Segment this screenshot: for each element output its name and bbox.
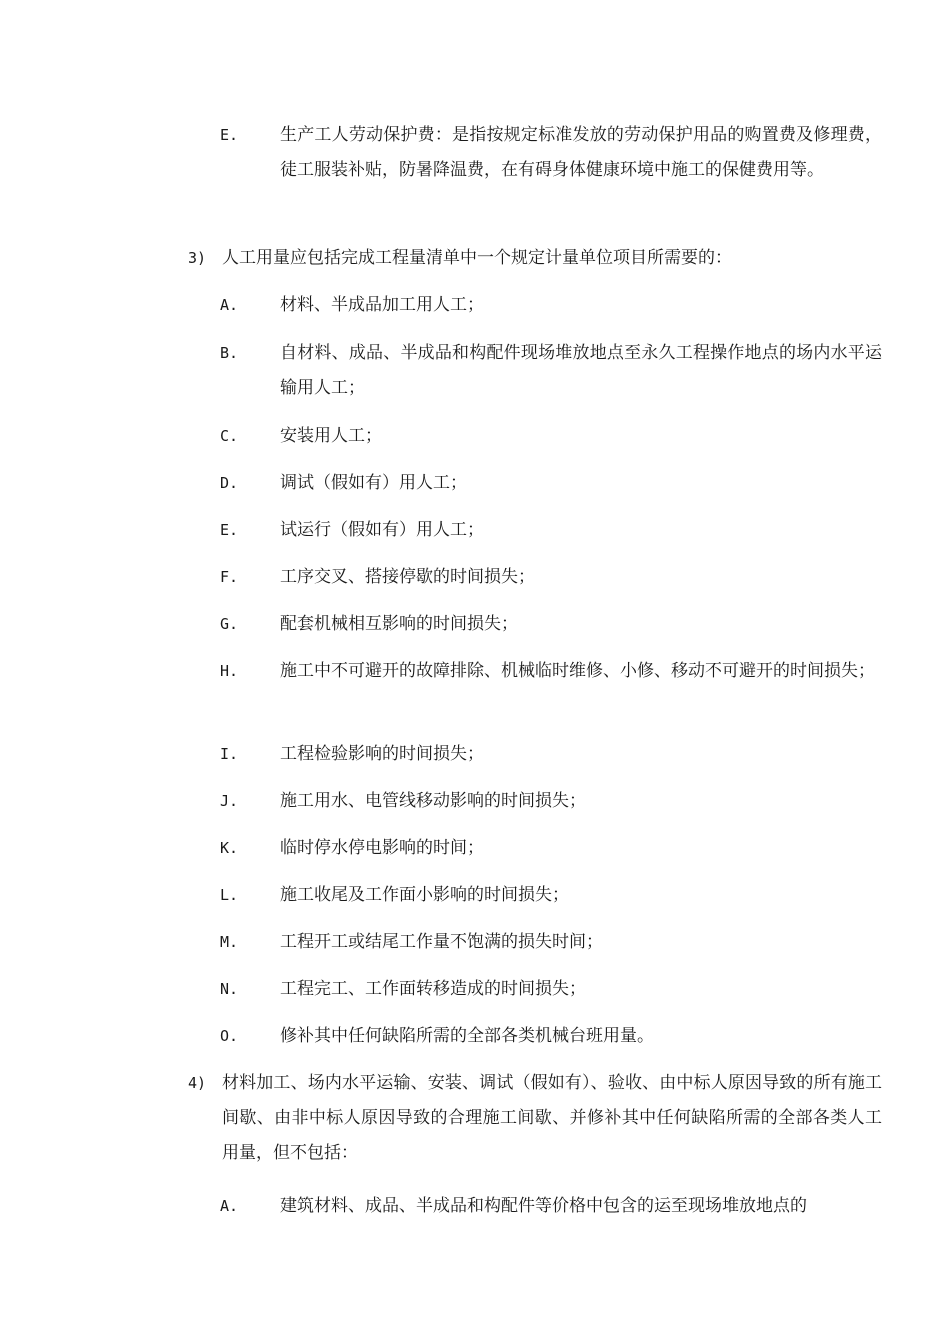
item-marker: J. bbox=[220, 792, 239, 810]
item-text: 安装用人工； bbox=[280, 426, 382, 446]
item-text: 施工收尾及工作面小影响的时间损失； bbox=[280, 885, 569, 905]
item-marker: A. bbox=[220, 296, 239, 314]
item-marker: N. bbox=[220, 980, 239, 998]
item-text: 生产工人劳动保护费：是指按规定标准发放的劳动保护用品的购置费及修理费，徒工服装补贴，防暑降温费，在有碍身体健康环境中施工的保健费用等。 bbox=[280, 125, 882, 180]
item-marker: D. bbox=[220, 474, 239, 492]
item-text: 施工中不可避开的故障排除、机械临时维修、小修、移动不可避开的时间损失； bbox=[280, 661, 875, 681]
item-marker: I. bbox=[220, 745, 239, 763]
item-text: 调试（假如有）用人工； bbox=[280, 473, 467, 493]
item-marker: O. bbox=[220, 1027, 239, 1045]
item-marker: 3) bbox=[188, 249, 207, 267]
item-text: 修补其中任何缺陷所需的全部各类机械台班用量。 bbox=[280, 1026, 654, 1046]
item-marker: F. bbox=[220, 568, 239, 586]
item-marker: A. bbox=[220, 1197, 239, 1215]
item-text: 材料加工、场内水平运输、安装、调试（假如有）、验收、由中标人原因导致的所有施工间歇、由非中标人原因导致的合理施工间歇、并修补其中任何缺陷所需的全部各类人工用量，但不包括： bbox=[222, 1073, 882, 1163]
item-text: 自材料、成品、半成品和构配件现场堆放地点至永久工程操作地点的场内水平运输用人工； bbox=[280, 343, 882, 398]
item-text: 施工用水、电管线移动影响的时间损失； bbox=[280, 791, 586, 811]
item-text: 临时停水停电影响的时间； bbox=[280, 838, 484, 858]
item-text: 工程检验影响的时间损失； bbox=[280, 744, 484, 764]
item-text: 工程完工、工作面转移造成的时间损失； bbox=[280, 979, 586, 999]
item-text: 建筑材料、成品、半成品和构配件等价格中包含的运至现场堆放地点的 bbox=[280, 1196, 807, 1216]
item-marker: C. bbox=[220, 427, 239, 445]
item-marker: H. bbox=[220, 662, 239, 680]
item-marker: E. bbox=[220, 521, 239, 539]
item-marker: L. bbox=[220, 886, 239, 904]
item-text: 试运行（假如有）用人工； bbox=[280, 520, 484, 540]
item-marker: B. bbox=[220, 344, 239, 362]
item-text: 材料、半成品加工用人工； bbox=[280, 295, 484, 315]
item-marker: K. bbox=[220, 839, 239, 857]
item-text: 人工用量应包括完成工程量清单中一个规定计量单位项目所需要的： bbox=[222, 248, 732, 268]
item-marker: E. bbox=[220, 126, 239, 144]
item-text: 工程开工或结尾工作量不饱满的损失时间； bbox=[280, 932, 603, 952]
item-marker: 4) bbox=[188, 1074, 207, 1092]
item-text: 工序交叉、搭接停歇的时间损失； bbox=[280, 567, 535, 587]
item-marker: G. bbox=[220, 615, 239, 633]
item-text: 配套机械相互影响的时间损失； bbox=[280, 614, 518, 634]
item-marker: M. bbox=[220, 933, 239, 951]
